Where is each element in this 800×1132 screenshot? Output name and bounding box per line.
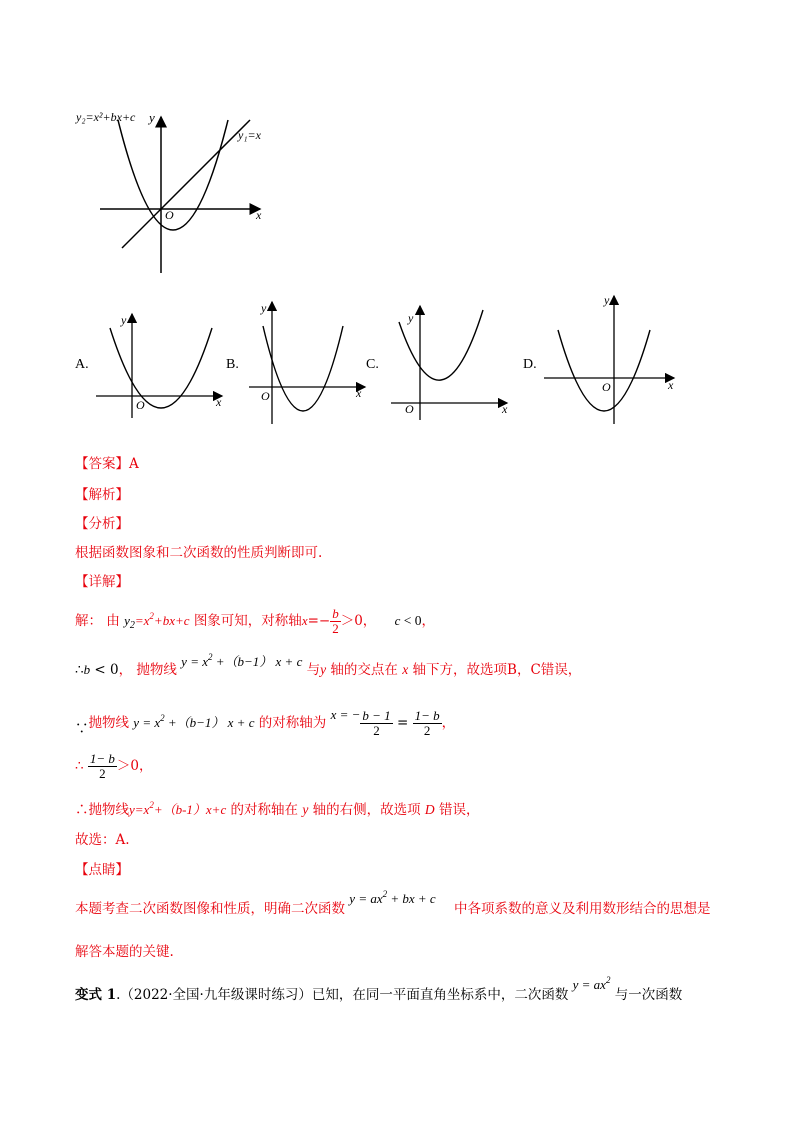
variant-quadratic: $y = ax^2$ — [572, 975, 611, 992]
parabola-expr-2: $y = x^2 +(b-1) x + c$ — [181, 652, 303, 669]
frac-b-2: $\frac{b}{2}$ — [332, 606, 339, 636]
variant-line: 变式 1.（2022·全国·九年级课时练习）已知，在同一平面直角坐标系中，二次函数 $y = ax^2$ 与一次函数 — [75, 975, 683, 1003]
label-x: x — [256, 208, 262, 222]
quadratic-general: $y = ax^2$ + bx + c — [349, 889, 436, 906]
option-d-graph[interactable] — [540, 292, 680, 426]
step-3: ∵抛物线 $y = x^2 +(b-1) x + c$ 的对称轴为 x = − $\frac{b - 1}{2}$ = $\frac{1- b}{2}$ ， — [75, 707, 456, 738]
summary-line-1: 本题考查二次函数图像和性质，明确二次函数 $y = ax^2$ + bx + c 中各项系数的意义及利用数形结合的思想是 — [75, 889, 711, 917]
choose-line: 故选：A. — [75, 832, 130, 848]
option-a-graph[interactable] — [90, 308, 230, 420]
c-lt-0: c — [394, 613, 401, 628]
label-o: O — [165, 208, 174, 222]
option-b-y: y — [261, 301, 267, 315]
step-4: ∴ $\frac{1- b}{2}$ ＞0， — [75, 751, 153, 781]
option-d-x: x — [668, 378, 674, 392]
option-c-x: x — [502, 402, 508, 416]
axis-expr: x = − — [330, 707, 361, 722]
option-c-o: O — [405, 402, 414, 416]
option-b-o: O — [261, 389, 270, 403]
label-y1: y₁=x — [238, 128, 261, 142]
option-d-y: y — [604, 293, 610, 307]
top-graph — [70, 105, 280, 280]
option-c-y: y — [408, 311, 414, 325]
label-y2: y₂=x²+bx+c — [76, 110, 136, 124]
fenxi-tag: 【分析】 — [75, 516, 129, 532]
xiangjie-tag: 【详解】 — [75, 574, 129, 590]
answer-line — [75, 452, 139, 472]
label-y: y — [149, 110, 155, 125]
option-c-graph[interactable] — [385, 300, 515, 422]
summary-line-2: 解答本题的关键. — [75, 944, 174, 960]
option-d-letter[interactable]: D. — [523, 357, 537, 372]
parabola-expr-3: $y = x^2 +(b-1) x + c$ — [133, 713, 255, 730]
variant-label: 变式 1 — [75, 987, 117, 1003]
jiexi-tag: 【解析】 — [75, 487, 129, 503]
option-c-letter[interactable]: C. — [366, 357, 379, 372]
option-d-o: O — [602, 380, 611, 394]
fenxi-text: 根据函数图象和二次函数的性质判断即可. — [75, 545, 323, 561]
option-a-y: y — [121, 313, 127, 327]
option-b-letter[interactable]: B. — [226, 357, 239, 372]
answer-value: A — [129, 456, 139, 472]
option-a-x: x — [216, 395, 222, 409]
option-b-graph[interactable] — [243, 296, 371, 426]
step-1: 解： 由 $y_2=x^2+bx+c$ 图象可知，对称轴x=− $\frac{b}{2}$ ＞0， c < 0， — [75, 606, 436, 636]
dianjing-tag: 【点睛】 — [75, 862, 129, 878]
step-2: ∴b < 0， 抛物线 $y = x^2 +(b-1) x + c$ 与y 轴的交点在 x 轴下方，故选项B，C错误， — [75, 652, 582, 678]
option-b-x: x — [356, 386, 362, 400]
option-a-o: O — [136, 398, 145, 412]
y2-expr: $y_2$ — [124, 613, 135, 631]
option-a-letter[interactable]: A. — [75, 357, 89, 372]
answer-tag: 【答案】 — [75, 456, 129, 472]
line-y1 — [122, 120, 250, 248]
step-5: ∴抛物线$y=x^2+(b-1)x+c$ 的对称轴在 y 轴的右侧，故选项 D 错误， — [75, 800, 480, 818]
